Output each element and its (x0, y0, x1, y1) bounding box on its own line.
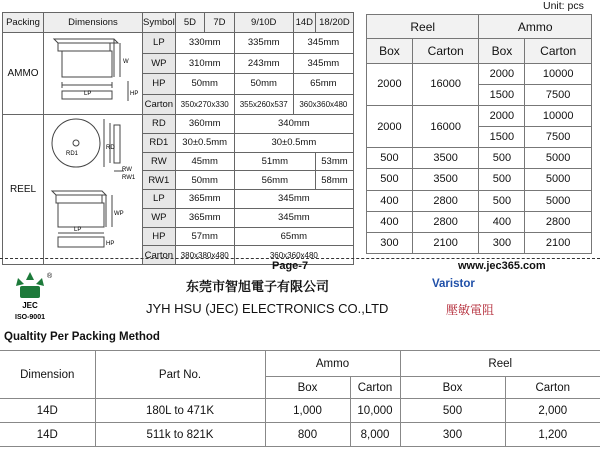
ammo-box-drawing (44, 33, 142, 111)
ammo-cell: 345mm (293, 33, 353, 54)
reel-drawing (44, 115, 143, 265)
ammo-carton-cell: 5000 (525, 148, 592, 169)
reel-cell: 45mm (175, 152, 234, 171)
ammo-cell: 350x270x330 (175, 94, 234, 115)
reel-carton-header: Carton (505, 377, 600, 399)
reel-box-cell: 500 (400, 399, 505, 423)
logo-registered-mark: ® (47, 273, 53, 280)
reel-box-cell: 500 (367, 169, 413, 190)
reel-box-cell: 400 (367, 211, 413, 232)
ammo-carton-cell: 10000 (525, 63, 592, 84)
reel-cell: 365mm (175, 190, 234, 209)
ammo-box-cell: 500 (479, 190, 525, 211)
ammo-carton-cell: 10000 (525, 106, 592, 127)
reel-symbol: HP (143, 227, 176, 246)
reel-box-cell: 300 (367, 232, 413, 253)
ammo-cell: 345mm (293, 53, 353, 74)
ammo-drawing (44, 33, 143, 115)
partno-cell: 180L to 471K (95, 399, 265, 423)
ammo-hp-label: HP (130, 91, 139, 97)
ammo-box-cell: 2000 (479, 63, 525, 84)
reel-carton-cell: 2,000 (505, 399, 600, 423)
company-name-english: JYH HSU (JEC) ELECTRONICS CO.,LTD (146, 301, 389, 316)
ammo-box-cell: 1,000 (265, 399, 350, 423)
ammo-cell: 355x260x537 (234, 94, 293, 115)
section-title: Qualtity Per Packing Method (4, 331, 160, 343)
ammo-carton-cell: 5000 (525, 169, 592, 190)
partno-header: Part No. (95, 351, 265, 399)
ammo-lp-label: LP (84, 91, 92, 97)
product-name: Varistor (432, 278, 475, 290)
ammo-cell: 65mm (293, 74, 353, 95)
reel-header: Reel (400, 351, 600, 377)
ammo-box-cell: 400 (479, 211, 525, 232)
reel-carton-cell: 1,200 (505, 423, 600, 447)
ammo-box-header: Box (265, 377, 350, 399)
dimension-cell: 14D (0, 423, 95, 447)
dimension-cell: 14D (0, 399, 95, 423)
ammo-box-cell: 500 (479, 148, 525, 169)
reel-carton-cell: 3500 (412, 169, 479, 190)
reel-carton-cell: 2800 (412, 211, 479, 232)
ammo-cell: 50mm (175, 74, 234, 95)
reel-box-cell: 400 (367, 190, 413, 211)
logo-jec-text: JEC (22, 301, 38, 310)
header-7d: 7D (205, 13, 235, 33)
ammo-carton-cell: 7500 (525, 84, 592, 105)
header-14d: 14D (293, 13, 315, 33)
ammo-symbol: Carton (143, 94, 176, 115)
ammo-box-cell: 1500 (479, 127, 525, 148)
reel-symbol: LP (143, 190, 176, 209)
ammo-box-cell: 800 (265, 423, 350, 447)
reel-box-cell: 2000 (367, 63, 413, 105)
reel-cell: 56mm (234, 171, 315, 190)
reel-cell: 58mm (315, 171, 353, 190)
reel-carton-cell: 2100 (412, 232, 479, 253)
reel-cell: 345mm (234, 190, 353, 209)
reel-cell: 340mm (234, 115, 353, 134)
ammo-carton-header: Carton (350, 377, 400, 399)
reel-symbol: Carton (143, 246, 176, 265)
ammo-carton-cell: 7500 (525, 127, 592, 148)
reel-carton-cell: 16000 (412, 106, 479, 148)
reel-cell: 30±0.5mm (175, 133, 234, 152)
reel-symbol: RD1 (143, 133, 176, 152)
reel-rw1-label: RW1 (122, 175, 136, 181)
ammo-header: Ammo (479, 15, 592, 39)
reel-rd1-label: RD1 (66, 151, 79, 157)
ammo-symbol: LP (143, 33, 176, 54)
ammo-carton-header: Carton (525, 39, 592, 63)
ammo-carton-cell: 5000 (525, 190, 592, 211)
ammo-cell: 310mm (175, 53, 234, 74)
reel-symbol: RW (143, 152, 176, 171)
reel-box-header: Box (400, 377, 505, 399)
reel-carton-cell: 16000 (412, 63, 479, 105)
header-1820d: 18/20D (315, 13, 353, 33)
reel-cell: 360mm (175, 115, 234, 134)
company-name-chinese: 东莞市智旭電子有限公司 (186, 280, 330, 295)
reel-cell: 365mm (175, 208, 234, 227)
reel-header: Reel (367, 15, 479, 39)
reel-section-label: REEL (3, 115, 44, 265)
ammo-carton-cell: 2800 (525, 211, 592, 232)
logo-iso-text: ISO-9001 (15, 314, 45, 321)
reel-ammo-quantity-table (366, 14, 592, 254)
unit-label: Unit: pcs (543, 0, 584, 12)
ammo-symbol: WP (143, 53, 176, 74)
page-number: Page-7 (272, 260, 309, 272)
reel-drawing-svg (44, 115, 142, 261)
header-dimensions: Dimensions (44, 13, 143, 33)
ammo-box-cell: 300 (479, 232, 525, 253)
reel-symbol: RW1 (143, 171, 176, 190)
reel-symbol: WP (143, 208, 176, 227)
ammo-symbol: HP (143, 74, 176, 95)
ammo-wp-label: W (123, 59, 129, 65)
ammo-box-cell: 1500 (479, 84, 525, 105)
ammo-box-header: Box (479, 39, 525, 63)
reel-wp-label: WP (114, 211, 124, 217)
reel-lp-label: LP (74, 227, 82, 233)
ammo-carton-cell: 10,000 (350, 399, 400, 423)
product-name-chinese: 壓敏電阻 (446, 303, 495, 317)
reel-box-header: Box (367, 39, 413, 63)
reel-cell: 57mm (175, 227, 234, 246)
ammo-header: Ammo (265, 351, 400, 377)
reel-cell: 360x360x480 (234, 246, 353, 265)
jec-logo (10, 270, 53, 322)
header-910d: 9/10D (234, 13, 293, 33)
reel-cell: 380x380x480 (175, 246, 234, 265)
reel-cell: 51mm (234, 152, 315, 171)
reel-box-cell: 2000 (367, 106, 413, 148)
ammo-section-label: AMMO (3, 33, 44, 115)
reel-rw-label: RW (122, 167, 132, 173)
partno-cell: 511k to 821K (95, 423, 265, 447)
reel-carton-cell: 2800 (412, 190, 479, 211)
header-symbol: Symbol (143, 13, 176, 33)
ammo-cell: 335mm (234, 33, 293, 54)
quantity-per-packing-table (0, 350, 600, 447)
page-divider (0, 258, 600, 259)
reel-cell: 65mm (234, 227, 353, 246)
website-link[interactable]: www.jec365.com (458, 260, 546, 272)
header-5d: 5D (175, 13, 205, 33)
packing-dimension-table (2, 12, 354, 265)
reel-hp-label: HP (106, 241, 115, 247)
ammo-cell: 243mm (234, 53, 293, 74)
reel-carton-cell: 3500 (412, 148, 479, 169)
dimension-header: Dimension (0, 351, 95, 399)
reel-cell: 50mm (175, 171, 234, 190)
reel-cell: 53mm (315, 152, 353, 171)
header-packing: Packing (3, 13, 44, 33)
ammo-carton-cell: 2100 (525, 232, 592, 253)
reel-symbol: RD (143, 115, 176, 134)
reel-box-cell: 300 (400, 423, 505, 447)
ammo-box-cell: 2000 (479, 106, 525, 127)
reel-carton-header: Carton (412, 39, 479, 63)
ammo-carton-cell: 8,000 (350, 423, 400, 447)
reel-cell: 345mm (234, 208, 353, 227)
reel-box-cell: 500 (367, 148, 413, 169)
reel-rd-label: RD (106, 145, 115, 151)
ammo-cell: 360x360x480 (293, 94, 353, 115)
ammo-cell: 330mm (175, 33, 234, 54)
ammo-box-cell: 500 (479, 169, 525, 190)
reel-cell: 30±0.5mm (234, 133, 353, 152)
ammo-cell: 50mm (234, 74, 293, 95)
